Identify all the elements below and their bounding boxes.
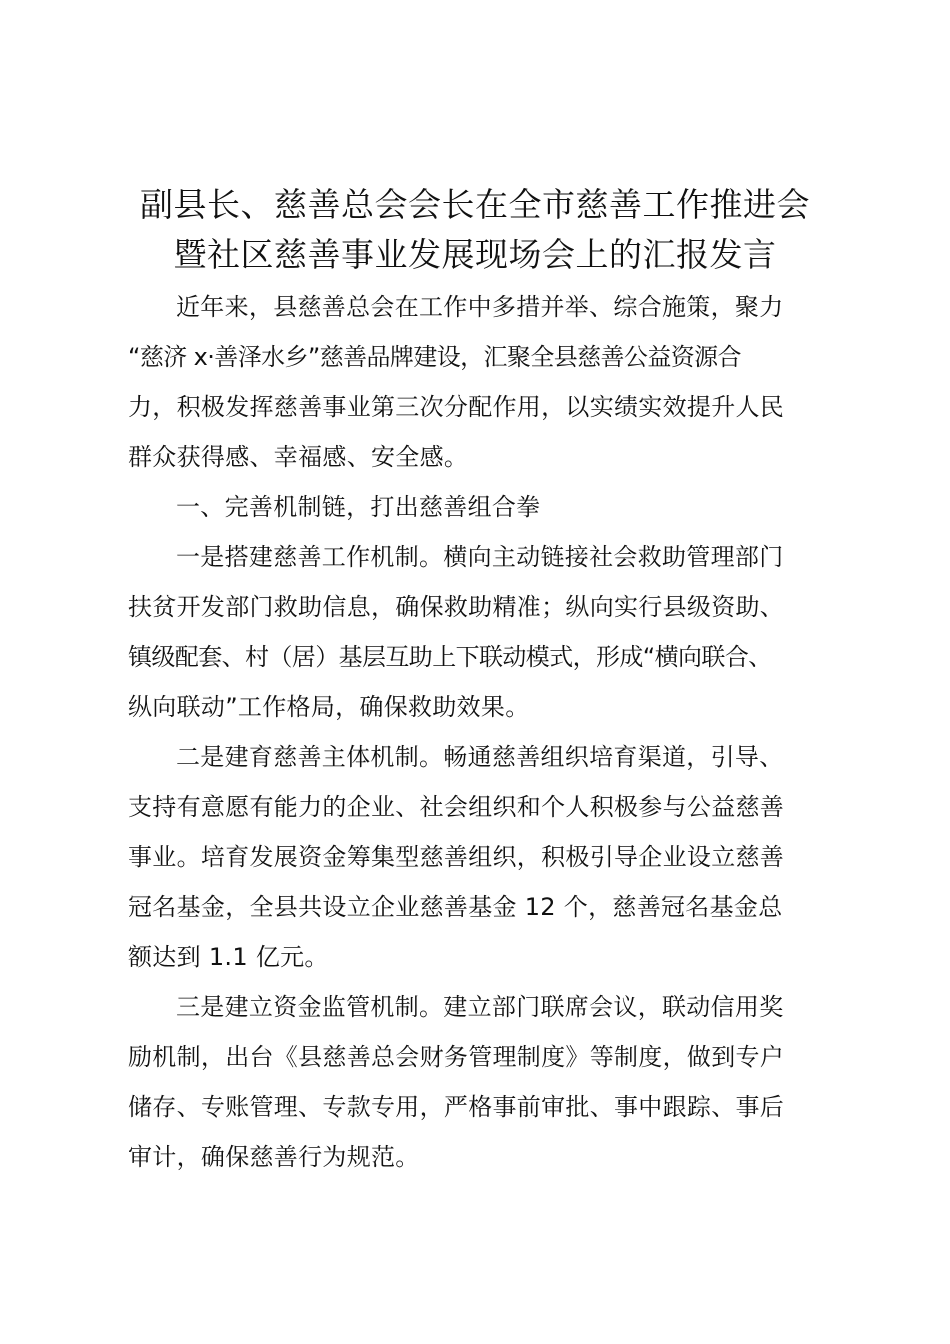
para1-line-3: 镇级配套、村（居）基层互助上下联动模式，形成“横向联合、 <box>128 643 772 671</box>
para2-line-4: 冠名基金，全县共设立企业慈善基金 12 个，慈善冠名基金总 <box>128 893 783 921</box>
title-line-2: 暨社区慈善事业发展现场会上的汇报发言 <box>173 235 777 274</box>
para1-line-1: 一是搭建慈善工作机制。横向主动链接社会救助管理部门 <box>176 543 784 571</box>
intro-line-2: “慈济 x·善泽水乡”慈善品牌建设，汇聚全县慈善公益资源合 <box>128 343 741 371</box>
intro-line-3: 力，积极发挥慈善事业第三次分配作用，以实绩实效提升人民 <box>128 393 785 421</box>
para3-line-4: 审计，确保慈善行为规范。 <box>128 1143 420 1171</box>
document-body <box>128 282 838 1182</box>
para1-line-4: 纵向联动”工作格局，确保救助效果。 <box>128 693 530 721</box>
para2-line-5: 额达到 1.1 亿元。 <box>128 943 329 971</box>
para1-line-2: 扶贫开发部门救助信息，确保救助精准；纵向实行县级资助、 <box>128 593 785 621</box>
para3-line-2: 励机制，出台《县慈善总会财务管理制度》等制度，做到专户 <box>128 1043 785 1071</box>
paragraph-3 <box>128 982 838 1182</box>
document-title <box>100 180 850 280</box>
para2-line-2: 支持有意愿有能力的企业、社会组织和个人积极参与公益慈善 <box>128 793 785 821</box>
paragraph-2 <box>128 732 838 982</box>
section-heading-1: 一、完善机制链，打出慈善组合拳 <box>176 493 541 521</box>
para3-line-1: 三是建立资金监管机制。建立部门联席会议，联动信用奖 <box>176 993 784 1021</box>
para2-line-3: 事业。培育发展资金筹集型慈善组织，积极引导企业设立慈善 <box>128 843 785 871</box>
paragraph-1 <box>128 532 838 732</box>
para2-line-1: 二是建育慈善主体机制。畅通慈善组织培育渠道，引导、 <box>176 743 784 771</box>
para3-line-3: 储存、专账管理、专款专用，严格事前审批、事中跟踪、事后 <box>128 1093 785 1121</box>
intro-paragraph <box>128 282 838 482</box>
title-line-1: 副县长、慈善总会会长在全市慈善工作推进会 <box>140 185 810 224</box>
intro-line-1: 近年来，县慈善总会在工作中多措并举、综合施策，聚力 <box>176 293 784 321</box>
intro-line-4: 群众获得感、幸福感、安全感。 <box>128 443 469 471</box>
